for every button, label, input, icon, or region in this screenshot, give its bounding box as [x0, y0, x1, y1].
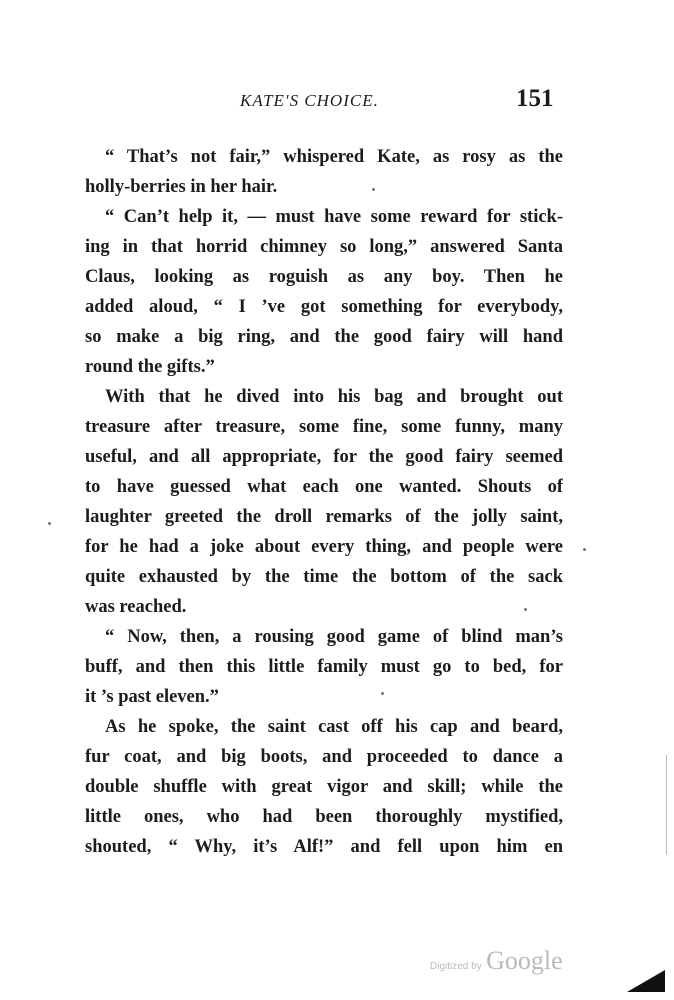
- watermark-prefix: Digitized by: [430, 961, 482, 972]
- scan-speck: [372, 188, 375, 191]
- text-line: “ Now, then, a rousing good game of blind man’s: [105, 627, 563, 647]
- text-line: for he had a joke about every thing, and people were: [85, 537, 563, 557]
- text-line: added aloud, “ I ’ve got something for everybody,: [85, 297, 563, 317]
- running-title: KATE'S CHOICE.: [240, 91, 379, 110]
- page-header: [0, 85, 674, 125]
- text-line: it ’s past eleven.”: [85, 687, 219, 707]
- text-line: to have guessed what each one wanted. Shouts of: [85, 477, 563, 497]
- text-line: Claus, looking as roguish as any boy. Then he: [85, 267, 563, 287]
- text-line: little ones, who had been thoroughly mystified,: [85, 807, 563, 827]
- text-line: holly-berries in her hair.: [85, 177, 278, 197]
- text-line: With that he dived into his bag and brought out: [105, 387, 563, 407]
- text-line: double shuffle with great vigor and skill; while the: [85, 777, 563, 797]
- scan-speck: [381, 692, 384, 695]
- text-line: quite exhausted by the time the bottom of the sack: [85, 567, 563, 587]
- text-line: was reached.: [85, 597, 187, 617]
- text-line: laughter greeted the droll remarks of the jolly saint,: [85, 507, 563, 527]
- page-edge: [666, 755, 667, 855]
- google-logo: Google: [486, 946, 563, 975]
- scan-speck: [524, 608, 527, 611]
- text-line: so make a big ring, and the good fairy will hand: [85, 327, 563, 347]
- google-watermark: [430, 946, 563, 976]
- text-line: ing in that horrid chimney so long,” answered Santa: [85, 237, 563, 257]
- text-line: “ Can’t help it, — must have some reward for stick-: [105, 207, 563, 227]
- text-line: buff, and then this little family must go to bed, for: [85, 657, 563, 677]
- page-number: 151: [516, 85, 554, 112]
- text-line: round the gifts.”: [85, 357, 215, 377]
- text-line: shouted, “ Why, it’s Alf!” and fell upon him en: [85, 837, 563, 857]
- text-line: As he spoke, the saint cast off his cap and beard,: [105, 717, 563, 737]
- text-line: treasure after treasure, some fine, some funny, many: [85, 417, 563, 437]
- scan-speck: [48, 522, 51, 525]
- text-line: fur coat, and big boots, and proceeded to dance a: [85, 747, 563, 767]
- scan-speck: [583, 548, 586, 551]
- text-line: useful, and all appropriate, for the good fairy seemed: [85, 447, 563, 467]
- ink-blot: [627, 970, 665, 992]
- text-line: “ That’s not fair,” whispered Kate, as rosy as the: [105, 147, 563, 167]
